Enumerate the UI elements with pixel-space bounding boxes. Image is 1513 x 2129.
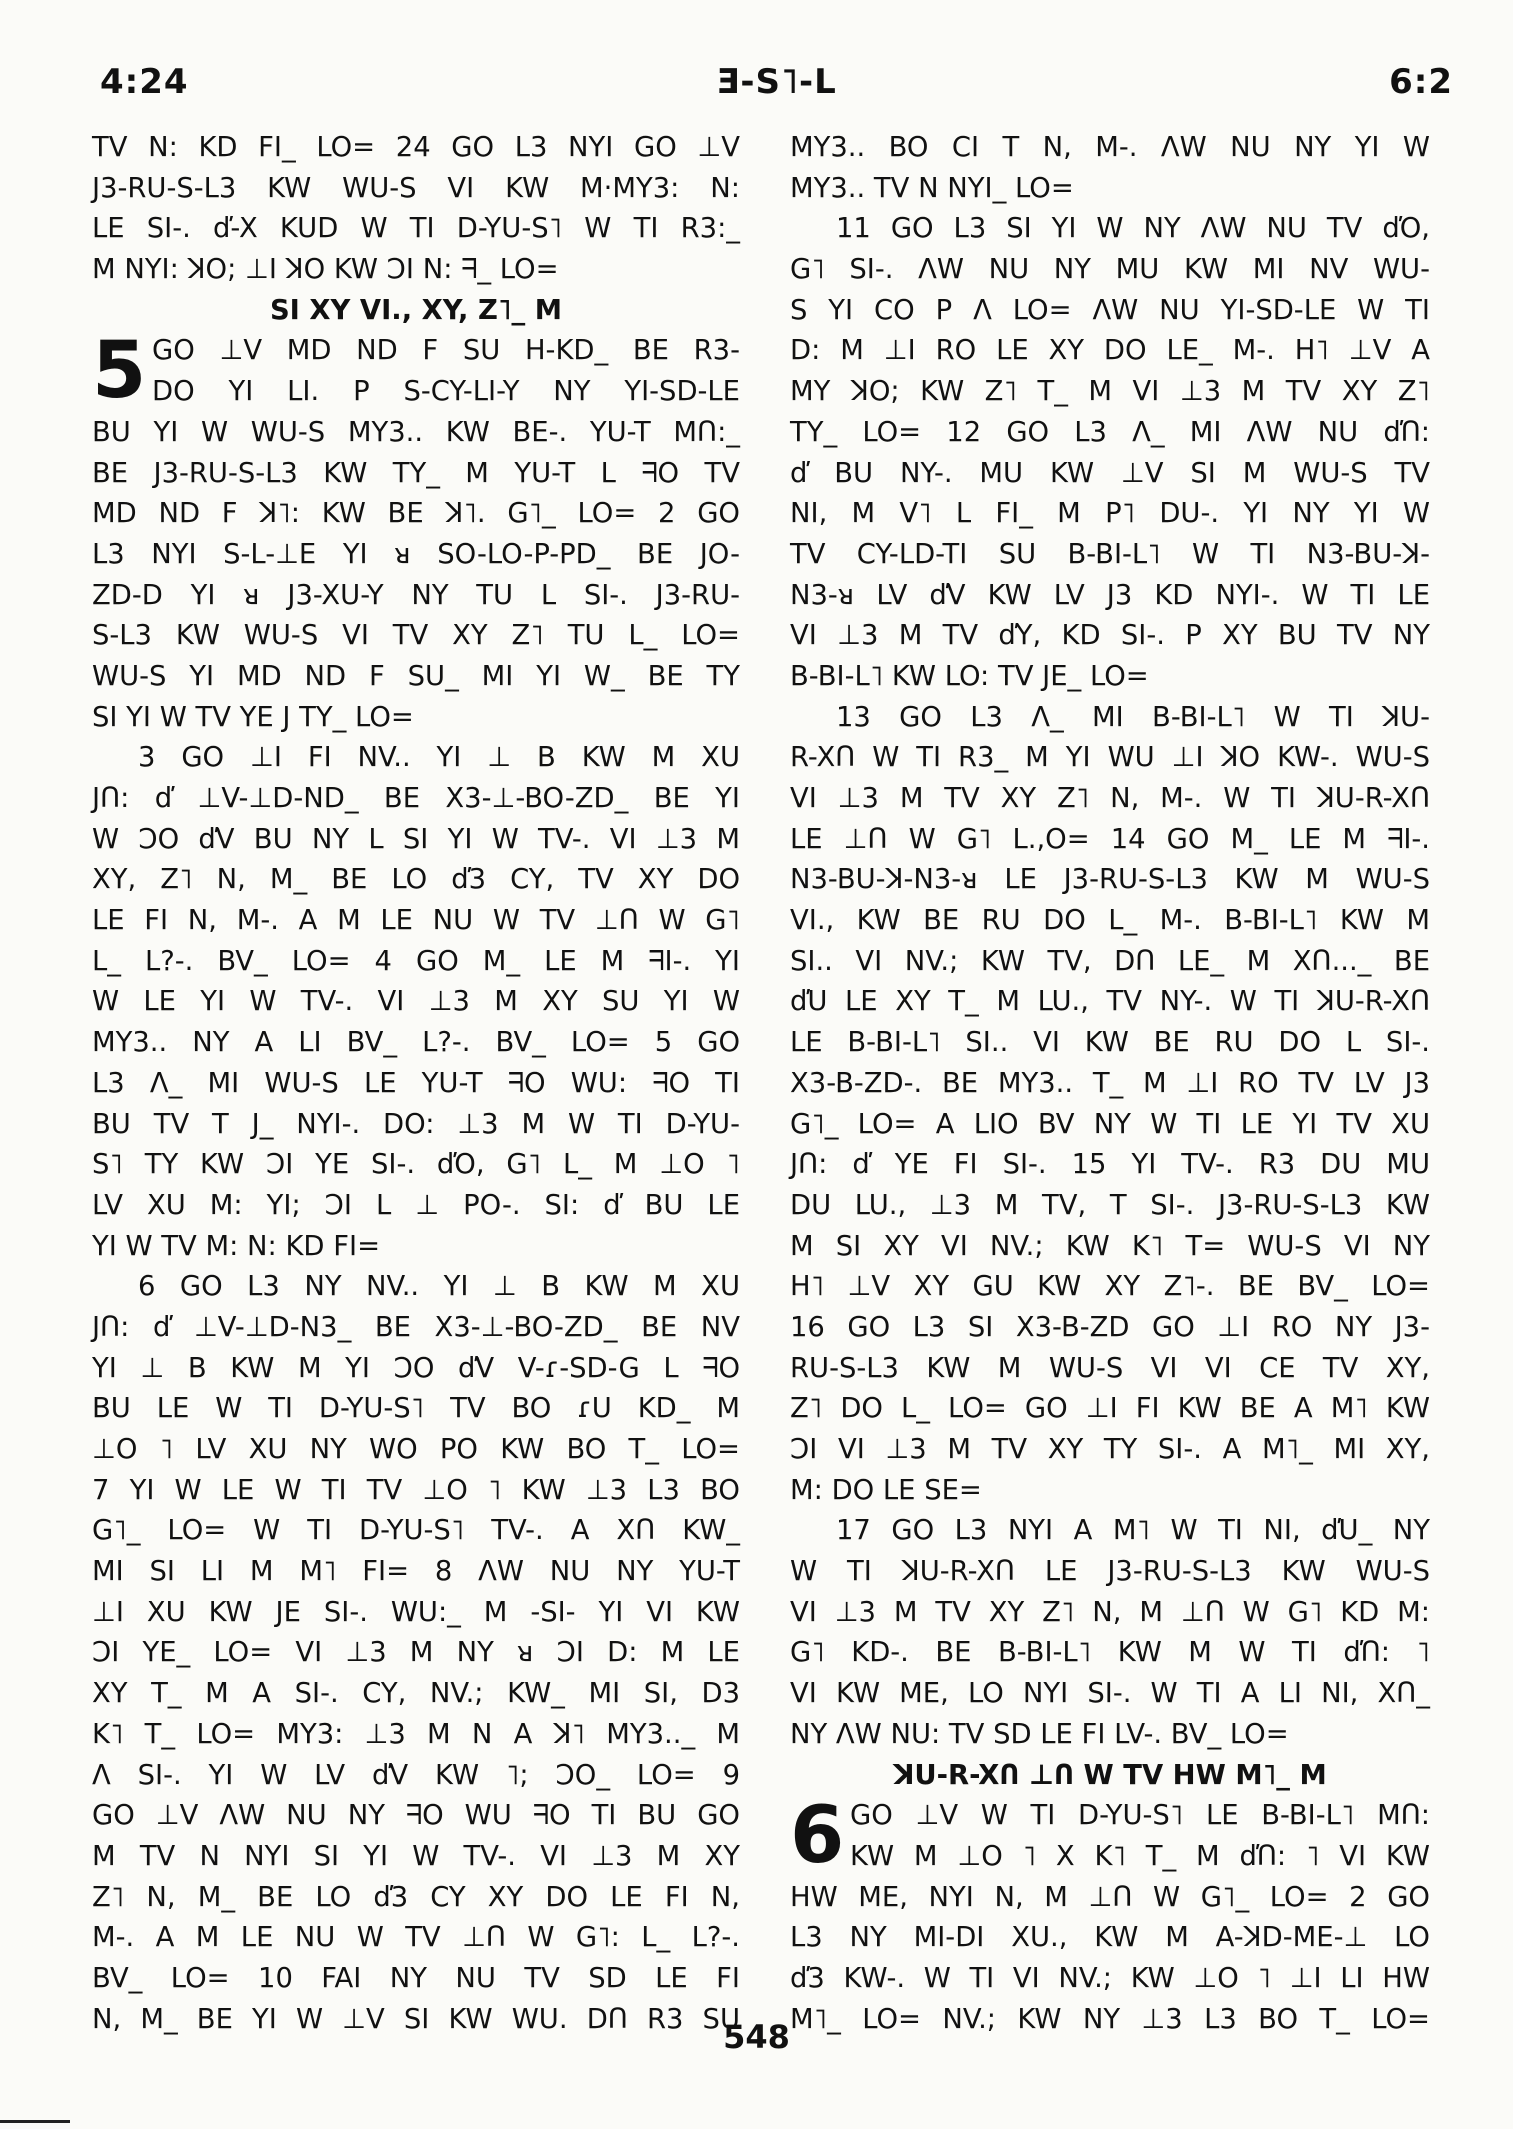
text-line [790, 1878, 1430, 1919]
text-line [92, 779, 740, 820]
text-line [790, 616, 1430, 657]
line-text: HW ME, NYI N, M ⊥Ո W G˥_ LO= 2 GO [790, 1881, 1430, 1913]
text-line [92, 372, 740, 413]
text-line [92, 1511, 740, 1552]
text-line [92, 1145, 740, 1186]
line-text: M: DO LE SE= [790, 1474, 982, 1506]
text-line [92, 1756, 740, 1797]
line-text: D: M ⊥I RO LE XY DO LE_ M-. H˥ ⊥V A [790, 335, 1430, 367]
line-text: ƆI YE_ LO= VI ⊥3 M NY ᴚ ƆI D: M LE [92, 1637, 740, 1669]
line-text: 13 GO L3 Λ_ MI B-BI-L˥ W TI ꓘU- [836, 701, 1430, 733]
line-text: 6 GO L3 NY NV.. YI ⊥ B KW M XU [138, 1271, 740, 1303]
line-text: N, M_ BE YI W ⊥V SI KW WU. DՈ R3 SU [92, 2003, 740, 2035]
line-text: S˥ TY KW ƆI YE SI-. ďO, G˥ L_ M ⊥O ˥ [92, 1149, 740, 1181]
line-text: GO ⊥V ΛW NU NY ᖷO WU ᖷO TI BU GO [92, 1800, 740, 1832]
line-text: SI XY VI., XY, Z˥_ M [269, 294, 563, 326]
line-text: L3 NYI S-L-⊥E YI ᴚ SO-LO-P-PD_ BE JO- [92, 538, 740, 570]
line-text: MY3.. TV N NYI_ LO= [790, 172, 1074, 204]
text-line [790, 1186, 1430, 1227]
line-text: BV_ LO= 10 FAI NY NU TV SD LE FI [92, 1962, 740, 1994]
line-text: 7 YI W LE W TI TV ⊥O ˥ KW ⊥3 L3 BO [92, 1474, 740, 1506]
line-text: TV N: KD FI_ LO= 24 GO L3 NYI GO ⊥V [92, 132, 740, 163]
line-text: Z˥ N, M_ BE LO ď3 CY XY DO LE FI N, [92, 1881, 740, 1913]
text-line [92, 1633, 740, 1674]
header-chapter-start: 4:24 [100, 62, 189, 102]
line-text: ď BU NY-. MU KW ⊥V SI M WU-S TV [790, 457, 1430, 489]
text-line [92, 1308, 740, 1349]
text-line [790, 942, 1430, 983]
line-text: MY3.. NY A LI BV_ L?-. BV_ LO= 5 GO [92, 1027, 740, 1059]
section-heading [92, 291, 740, 332]
line-text: Z˥ DO L_ LO= GO ⊥I FI KW BE A M˥ KW [790, 1393, 1430, 1425]
line-text: M˥_ LO= NV.; KW NY ⊥3 L3 BO T_ LO= [790, 2003, 1430, 2035]
text-line [92, 454, 740, 495]
line-text: ZD-D YI ᴚ J3-XU-Y NY TU L SI-. J3-RU- [92, 579, 740, 611]
line-text: X3-B-ZD-. BE MY3.. T_ M ⊥I RO TV LV J3 [790, 1067, 1430, 1099]
line-text: JՈ: ď ⊥V-⊥D-N3_ BE X3-⊥-BO-ZD_ BE NV [92, 1311, 740, 1343]
left-text-column [92, 128, 740, 2040]
text-line [92, 1349, 740, 1390]
line-text: M-. A M LE NU W TV ⊥Ո W G˥: L_ L?-. [92, 1922, 740, 1954]
line-text: 11 GO L3 SI YI W NY ΛW NU TV ďO, [836, 213, 1430, 245]
text-line [92, 1918, 740, 1959]
text-line [790, 413, 1430, 454]
text-line [92, 1837, 740, 1878]
line-text: ƆI VI ⊥3 M TV XY TY SI-. A M˥_ MI XY, [790, 1434, 1430, 1465]
text-line [790, 657, 1430, 698]
text-line [790, 1227, 1430, 1268]
text-line [790, 860, 1430, 901]
line-text: GO ⊥V MD ND F SU H-KD_ BE R3- [152, 335, 740, 367]
line-text: G˥_ LO= A LIO BV NY W TI LE YI TV XU [790, 1108, 1430, 1140]
text-line [92, 1878, 740, 1919]
chapter-drop-cap: 5 [92, 326, 147, 417]
header-chapter-end: 6:2 [1389, 62, 1453, 102]
text-line [790, 1552, 1430, 1593]
text-line [790, 698, 1430, 739]
text-line [790, 1471, 1430, 1512]
line-text: 3 GO ⊥I FI NV.. YI ⊥ B KW M XU [138, 742, 740, 774]
text-line [92, 1105, 740, 1146]
text-line [790, 982, 1430, 1023]
text-line [790, 1145, 1430, 1186]
line-text: 17 GO L3 NYI A M˥ W TI NI, ďU_ NY [836, 1515, 1430, 1547]
text-line [92, 1471, 740, 1512]
line-text: LE SI-. ď-X KUD W TI D-YU-S˥ W TI R3:_ [92, 213, 740, 245]
line-text: MI SI LI M M˥ FI= 8 ΛW NU NY YU-T [92, 1556, 740, 1588]
text-line [790, 1674, 1430, 1715]
line-text: ď3 KW-. W TI VI NV.; KW ⊥O ˥ ⊥I LI HW [790, 1962, 1430, 1994]
line-text: G˥ KD-. BE B-BI-L˥ KW M W TI ďՈ: ˥ [790, 1637, 1430, 1669]
line-text: BE J3-RU-S-L3 KW TY_ M YU-T L ᖷO TV [92, 457, 740, 489]
text-line [92, 901, 740, 942]
line-text: ďU LE XY T_ M LU., TV NY-. W TI ꓘU-R-XՈ [790, 986, 1430, 1018]
text-line [790, 1511, 1430, 1552]
line-text: SI YI W TV YE J TY_ LO= [92, 701, 414, 733]
line-text: W TI ꓘU-R-XՈ LE J3-RU-S-L3 KW WU-S [790, 1556, 1430, 1588]
text-line [790, 494, 1430, 535]
line-text: J3-RU-S-L3 KW WU-S VI KW M·MY3: N: [92, 172, 740, 204]
text-line [92, 1593, 740, 1634]
line-text: YI W TV M: N: KD FI= [92, 1230, 381, 1262]
line-text: Λ SI-. YI W LV ďV KW ˥; ƆO_ LO= 9 [92, 1759, 740, 1791]
scan-edge-mark [0, 2120, 70, 2123]
line-text: YI ⊥ B KW M YI ƆO ďV V-ɾ-SD-G L ᖷO [92, 1352, 740, 1384]
line-text: GO ⊥V W TI D-YU-S˥ LE B-BI-L˥ MՈ: [850, 1800, 1430, 1832]
line-text: VI., KW BE RU DO L_ M-. B-BI-L˥ KW M [790, 905, 1430, 937]
line-text: VI ⊥3 M TV XY Z˥ N, M ⊥Ո W G˥ KD M: [790, 1596, 1430, 1628]
text-line [790, 128, 1430, 169]
line-text: N3-BU-ꓘ-N3-ᴚ LE J3-RU-S-L3 KW M WU-S [790, 864, 1430, 896]
text-line [92, 494, 740, 535]
text-line [92, 209, 740, 250]
text-line [92, 1430, 740, 1471]
line-text: DO YI LI. P S-CY-LI-Y NY YI-SD-LE [152, 376, 740, 408]
text-line [92, 1064, 740, 1105]
text-line [790, 901, 1430, 942]
text-line [790, 1105, 1430, 1146]
text-line [790, 1267, 1430, 1308]
line-text: LE B-BI-L˥ SI.. VI KW BE RU DO L SI-. [790, 1027, 1430, 1059]
text-line [92, 1389, 740, 1430]
line-text: H˥ ⊥V XY GU KW XY Z˥-. BE BV_ LO= [790, 1271, 1430, 1303]
line-text: TY_ LO= 12 GO L3 Λ_ MI ΛW NU ďՈ: [790, 416, 1430, 448]
text-line [92, 128, 740, 169]
text-line [790, 1837, 1430, 1878]
line-text: WU-S YI MD ND F SU_ MI YI W_ BE TY [92, 660, 740, 692]
line-text: BU YI W WU-S MY3.. KW BE-. YU-T MՈ:_ [92, 416, 740, 448]
line-text: G˥ SI-. ΛW NU NY MU KW MI NV WU- [790, 254, 1430, 286]
line-text: TV CY-LD-TI SU B-BI-L˥ W TI N3-BU-ꓘ- [790, 538, 1430, 570]
line-text: S YI CO P Λ LO= ΛW NU YI-SD-LE W TI [790, 294, 1430, 326]
line-text: G˥_ LO= W TI D-YU-S˥ TV-. A XՈ KW_ [92, 1515, 740, 1547]
line-text: L3 Λ_ MI WU-S LE YU-T ᖷO WU: ᖷO TI [92, 1067, 740, 1099]
text-line [92, 250, 740, 291]
line-text: ⊥I XU KW JE SI-. WU:_ M -SI- YI VI KW [92, 1596, 740, 1628]
text-line [92, 169, 740, 210]
text-line [790, 1023, 1430, 1064]
line-text: L3 NY MI-DI XU., KW M A-ꓘD-ME-⊥ LO [790, 1922, 1430, 1954]
line-text: JՈ: ď ⊥V-⊥D-ND_ BE X3-⊥-BO-ZD_ BE YI [92, 783, 740, 814]
text-line [790, 1633, 1430, 1674]
line-text: W ƆO ďV BU NY L SI YI W TV-. VI ⊥3 M [92, 823, 740, 855]
line-text: LE FI N, M-. A M LE NU W TV ⊥Ո W G˥ [92, 905, 740, 937]
line-text: XY T_ M A SI-. CY, NV.; KW_ MI SI, D3 [92, 1678, 740, 1710]
text-line [92, 1796, 740, 1837]
text-line [790, 1349, 1430, 1390]
text-line [790, 331, 1430, 372]
text-line [790, 1308, 1430, 1349]
text-line [790, 1430, 1430, 1471]
text-line [790, 1959, 1430, 2000]
section-heading [790, 1756, 1430, 1797]
line-text: NY ΛW NU: TV SD LE FI LV-. BV_ LO= [790, 1718, 1289, 1750]
text-line [92, 1552, 740, 1593]
line-text: M TV N NYI SI YI W TV-. VI ⊥3 M XY [92, 1840, 740, 1872]
text-line [790, 169, 1430, 210]
text-line [92, 982, 740, 1023]
line-text: DU LU., ⊥3 M TV, T SI-. J3-RU-S-L3 KW [790, 1189, 1430, 1221]
text-line [92, 616, 740, 657]
line-text: VI ⊥3 M TV ďY, KD SI-. P XY BU TV NY [790, 620, 1430, 652]
text-line [790, 1064, 1430, 1105]
text-line [92, 1674, 740, 1715]
line-text: JՈ: ď YE FI SI-. 15 YI TV-. R3 DU MU [790, 1149, 1430, 1181]
header-book-title: Ǝ-S˥-L [716, 62, 837, 102]
line-text: SI.. VI NV.; KW TV, DՈ LE_ M XՈ..._ BE [790, 945, 1430, 977]
right-text-column [790, 128, 1430, 2040]
text-line [92, 698, 740, 739]
line-text: BU TV T J_ NYI-. DO: ⊥3 M W TI D-YU- [92, 1108, 740, 1140]
line-text: B-BI-L˥ KW LO: TV JE_ LO= [790, 660, 1149, 692]
text-line [790, 454, 1430, 495]
text-line [790, 1593, 1430, 1634]
line-text: N3-ᴚ LV ďV KW LV J3 KD NYI-. W TI LE [790, 579, 1430, 611]
text-line [790, 209, 1430, 250]
line-text: MY3.. BO CI T N, M-. ΛW NU NY YI W [790, 132, 1430, 163]
line-text: M NYI: ꓘO; ⊥I ꓘO KW ƆI N: ᖷ_ LO= [92, 254, 559, 286]
line-text: MD ND F ꓘ˥: KW BE ꓘ˥. G˥_ LO= 2 GO [92, 498, 740, 530]
text-line [92, 535, 740, 576]
text-line [790, 1715, 1430, 1756]
line-text: XY, Z˥ N, M_ BE LO ď3 CY, TV XY DO [92, 864, 740, 896]
text-line [92, 1715, 740, 1756]
line-text: ꓘU-R-XՈ ⊥Ո W TV HW M˥_ M [893, 1759, 1327, 1791]
line-text: L_ L?-. BV_ LO= 4 GO M_ LE M ᖷI-. YI [92, 945, 740, 977]
running-header [100, 62, 1453, 112]
text-line [790, 738, 1430, 779]
text-line [92, 576, 740, 617]
text-line [790, 250, 1430, 291]
line-text: R-XՈ W TI R3_ M YI WU ⊥I ꓘO KW-. WU-S [790, 742, 1430, 774]
line-text: K˥ T_ LO= MY3: ⊥3 M N A ꓘ˥ MY3.._ M [92, 1718, 740, 1750]
text-line [92, 820, 740, 861]
text-line [790, 576, 1430, 617]
text-line [92, 860, 740, 901]
line-text: W LE YI W TV-. VI ⊥3 M XY SU YI W [92, 986, 740, 1018]
line-text: M SI XY VI NV.; KW K˥ T= WU-S VI NY [790, 1230, 1430, 1262]
line-text: VI ⊥3 M TV XY Z˥ N, M-. W TI ꓘU-R-XՈ [790, 783, 1430, 814]
text-line [92, 1227, 740, 1268]
text-line [92, 1959, 740, 2000]
line-text: VI KW ME, LO NYI SI-. W TI A LI NI, XՈ_ [790, 1678, 1430, 1710]
text-line [790, 291, 1430, 332]
text-line [790, 1918, 1430, 1959]
text-line [92, 1023, 740, 1064]
text-line [92, 413, 740, 454]
line-text: BU LE W TI D-YU-S˥ TV BO ɾU KD_ M [92, 1393, 740, 1425]
text-line [92, 1186, 740, 1227]
line-text: LV XU M: YI; ƆI L ⊥ PO-. SI: ď BU LE [92, 1189, 740, 1221]
text-line [790, 820, 1430, 861]
chapter-drop-cap: 6 [790, 1791, 845, 1882]
line-text: RU-S-L3 KW M WU-S VI VI CE TV XY, [790, 1352, 1430, 1384]
text-line [92, 657, 740, 698]
line-text: MY ꓘO; KW Z˥ T_ M VI ⊥3 M TV XY Z˥ [790, 376, 1430, 408]
line-text: 16 GO L3 SI X3-B-ZD GO ⊥I RO NY J3- [790, 1311, 1430, 1343]
text-line [790, 779, 1430, 820]
line-text: ⊥O ˥ LV XU NY WO PO KW BO T_ LO= [92, 1434, 740, 1465]
line-text: NI, M V˥ L FI_ M P˥ DU-. YI NY YI W [790, 498, 1430, 530]
text-line [92, 942, 740, 983]
line-text: S-L3 KW WU-S VI TV XY Z˥ TU L_ LO= [92, 620, 740, 652]
page-number: 548 [723, 2018, 790, 2056]
text-line [790, 1389, 1430, 1430]
text-line [92, 1267, 740, 1308]
text-line [790, 535, 1430, 576]
text-line [92, 738, 740, 779]
text-line [790, 372, 1430, 413]
line-text: KW M ⊥O ˥ X K˥ T_ M ďՈ: ˥ VI KW [850, 1840, 1430, 1872]
line-text: LE ⊥Ո W G˥ L.,O= 14 GO M_ LE M ᖷI-. [790, 823, 1430, 855]
